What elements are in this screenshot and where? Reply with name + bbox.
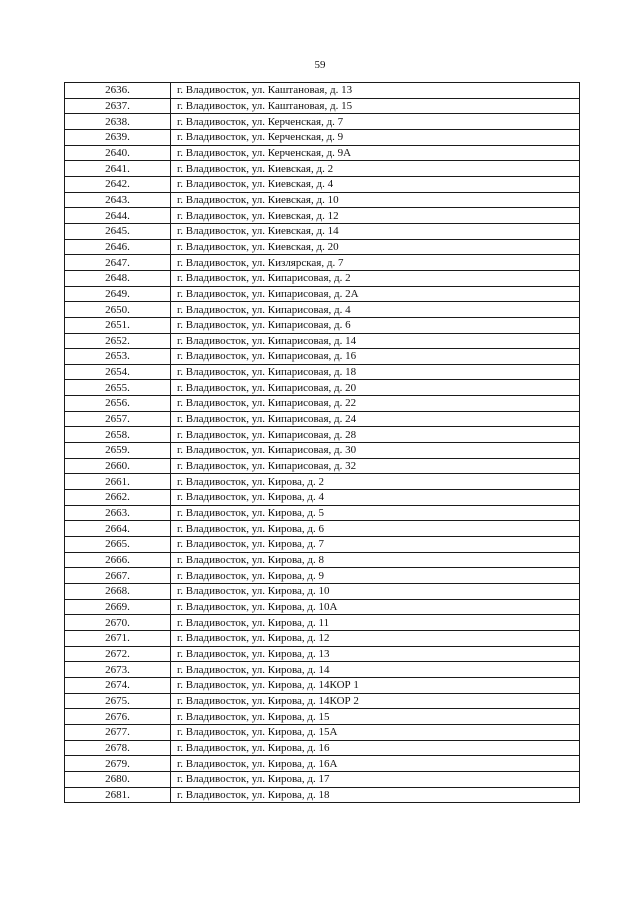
row-number-cell: 2639.: [65, 129, 171, 145]
table-row: [65, 364, 580, 380]
row-number-cell: 2644.: [65, 208, 171, 224]
address-cell: г. Владивосток, ул. Кипарисовая, д. 24: [171, 411, 580, 427]
address-cell: г. Владивосток, ул. Кирова, д. 18: [171, 787, 580, 803]
row-number-cell: 2647.: [65, 255, 171, 271]
table-row: [65, 176, 580, 192]
row-number-cell: 2661.: [65, 474, 171, 490]
address-cell: г. Владивосток, ул. Кипарисовая, д. 28: [171, 427, 580, 443]
table-row: [65, 114, 580, 130]
address-cell: г. Владивосток, ул. Кирова, д. 14КОР 1: [171, 677, 580, 693]
table-row: [65, 239, 580, 255]
address-cell: г. Владивосток, ул. Каштановая, д. 13: [171, 83, 580, 99]
address-cell: г. Владивосток, ул. Керченская, д. 9А: [171, 145, 580, 161]
address-cell: г. Владивосток, ул. Кирова, д. 6: [171, 521, 580, 537]
table-row: [65, 521, 580, 537]
address-cell: г. Владивосток, ул. Кирова, д. 12: [171, 630, 580, 646]
row-number-cell: 2652.: [65, 333, 171, 349]
table-row: [65, 255, 580, 271]
row-number-cell: 2676.: [65, 709, 171, 725]
table-row: [65, 129, 580, 145]
address-cell: г. Владивосток, ул. Кирова, д. 17: [171, 771, 580, 787]
table-row: [65, 317, 580, 333]
table-row: [65, 630, 580, 646]
address-cell: г. Владивосток, ул. Кирова, д. 4: [171, 490, 580, 506]
address-cell: г. Владивосток, ул. Кипарисовая, д. 22: [171, 396, 580, 412]
row-number-cell: 2674.: [65, 677, 171, 693]
address-cell: г. Владивосток, ул. Кипарисовая, д. 32: [171, 458, 580, 474]
row-number-cell: 2680.: [65, 771, 171, 787]
address-cell: г. Владивосток, ул. Кипарисовая, д. 2: [171, 270, 580, 286]
address-cell: г. Владивосток, ул. Кирова, д. 15А: [171, 724, 580, 740]
row-number-cell: 2677.: [65, 724, 171, 740]
row-number-cell: 2659.: [65, 443, 171, 459]
table-row: [65, 302, 580, 318]
address-cell: г. Владивосток, ул. Киевская, д. 10: [171, 192, 580, 208]
row-number-cell: 2662.: [65, 490, 171, 506]
table-row: [65, 740, 580, 756]
row-number-cell: 2672.: [65, 646, 171, 662]
address-cell: г. Владивосток, ул. Кирова, д. 7: [171, 537, 580, 553]
table-row: [65, 756, 580, 772]
address-cell: г. Владивосток, ул. Кирова, д. 15: [171, 709, 580, 725]
address-cell: г. Владивосток, ул. Кипарисовая, д. 18: [171, 364, 580, 380]
address-cell: г. Владивосток, ул. Кирова, д. 8: [171, 552, 580, 568]
row-number-cell: 2640.: [65, 145, 171, 161]
table-row: [65, 145, 580, 161]
address-cell: г. Владивосток, ул. Кипарисовая, д. 14: [171, 333, 580, 349]
address-cell: г. Владивосток, ул. Кипарисовая, д. 20: [171, 380, 580, 396]
row-number-cell: 2670.: [65, 615, 171, 631]
table-row: [65, 270, 580, 286]
row-number-cell: 2638.: [65, 114, 171, 130]
address-table: [64, 82, 580, 803]
row-number-cell: 2679.: [65, 756, 171, 772]
row-number-cell: 2668.: [65, 584, 171, 600]
address-cell: г. Владивосток, ул. Киевская, д. 12: [171, 208, 580, 224]
row-number-cell: 2656.: [65, 396, 171, 412]
row-number-cell: 2673.: [65, 662, 171, 678]
table-row: [65, 662, 580, 678]
table-row: [65, 724, 580, 740]
table-row: [65, 677, 580, 693]
table-row: [65, 333, 580, 349]
table-row: [65, 427, 580, 443]
table-row: [65, 552, 580, 568]
row-number-cell: 2681.: [65, 787, 171, 803]
row-number-cell: 2636.: [65, 83, 171, 99]
address-cell: г. Владивосток, ул. Кипарисовая, д. 6: [171, 317, 580, 333]
row-number-cell: 2665.: [65, 537, 171, 553]
address-cell: г. Владивосток, ул. Керченская, д. 9: [171, 129, 580, 145]
row-number-cell: 2643.: [65, 192, 171, 208]
row-number-cell: 2671.: [65, 630, 171, 646]
table-row: [65, 380, 580, 396]
table-row: [65, 208, 580, 224]
address-cell: г. Владивосток, ул. Кипарисовая, д. 2А: [171, 286, 580, 302]
address-cell: г. Владивосток, ул. Кипарисовая, д. 16: [171, 349, 580, 365]
table-row: [65, 443, 580, 459]
table-row: [65, 474, 580, 490]
row-number-cell: 2646.: [65, 239, 171, 255]
row-number-cell: 2657.: [65, 411, 171, 427]
row-number-cell: 2648.: [65, 270, 171, 286]
row-number-cell: 2678.: [65, 740, 171, 756]
table-row: [65, 646, 580, 662]
address-cell: г. Владивосток, ул. Кирова, д. 10А: [171, 599, 580, 615]
row-number-cell: 2664.: [65, 521, 171, 537]
table-row: [65, 411, 580, 427]
row-number-cell: 2650.: [65, 302, 171, 318]
table-row: [65, 490, 580, 506]
address-cell: г. Владивосток, ул. Кирова, д. 13: [171, 646, 580, 662]
table-row: [65, 584, 580, 600]
address-table-body: [65, 83, 580, 803]
table-row: [65, 787, 580, 803]
row-number-cell: 2666.: [65, 552, 171, 568]
row-number-cell: 2649.: [65, 286, 171, 302]
row-number-cell: 2660.: [65, 458, 171, 474]
row-number-cell: 2641.: [65, 161, 171, 177]
address-cell: г. Владивосток, ул. Киевская, д. 14: [171, 223, 580, 239]
table-row: [65, 286, 580, 302]
row-number-cell: 2653.: [65, 349, 171, 365]
row-number-cell: 2645.: [65, 223, 171, 239]
address-cell: г. Владивосток, ул. Кипарисовая, д. 30: [171, 443, 580, 459]
table-row: [65, 537, 580, 553]
row-number-cell: 2667.: [65, 568, 171, 584]
table-row: [65, 599, 580, 615]
table-row: [65, 396, 580, 412]
address-cell: г. Владивосток, ул. Киевская, д. 2: [171, 161, 580, 177]
row-number-cell: 2651.: [65, 317, 171, 333]
row-number-cell: 2642.: [65, 176, 171, 192]
table-row: [65, 709, 580, 725]
address-cell: г. Владивосток, ул. Киевская, д. 4: [171, 176, 580, 192]
table-row: [65, 192, 580, 208]
address-cell: г. Владивосток, ул. Кирова, д. 9: [171, 568, 580, 584]
address-cell: г. Владивосток, ул. Кипарисовая, д. 4: [171, 302, 580, 318]
table-row: [65, 771, 580, 787]
row-number-cell: 2654.: [65, 364, 171, 380]
row-number-cell: 2669.: [65, 599, 171, 615]
table-row: [65, 615, 580, 631]
table-row: [65, 505, 580, 521]
table-row: [65, 349, 580, 365]
table-row: [65, 458, 580, 474]
table-row: [65, 693, 580, 709]
address-cell: г. Владивосток, ул. Каштановая, д. 15: [171, 98, 580, 114]
address-cell: г. Владивосток, ул. Кирова, д. 2: [171, 474, 580, 490]
address-cell: г. Владивосток, ул. Кирова, д. 16: [171, 740, 580, 756]
page-number: 59: [314, 59, 326, 71]
address-cell: г. Владивосток, ул. Кирова, д. 11: [171, 615, 580, 631]
address-cell: г. Владивосток, ул. Кирова, д. 14: [171, 662, 580, 678]
row-number-cell: 2663.: [65, 505, 171, 521]
table-row: [65, 98, 580, 114]
address-cell: г. Владивосток, ул. Кизлярская, д. 7: [171, 255, 580, 271]
address-cell: г. Владивосток, ул. Киевская, д. 20: [171, 239, 580, 255]
row-number-cell: 2637.: [65, 98, 171, 114]
address-cell: г. Владивосток, ул. Кирова, д. 10: [171, 584, 580, 600]
address-cell: г. Владивосток, ул. Керченская, д. 7: [171, 114, 580, 130]
table-row: [65, 83, 580, 99]
row-number-cell: 2675.: [65, 693, 171, 709]
address-cell: г. Владивосток, ул. Кирова, д. 14КОР 2: [171, 693, 580, 709]
row-number-cell: 2658.: [65, 427, 171, 443]
table-row: [65, 223, 580, 239]
address-cell: г. Владивосток, ул. Кирова, д. 5: [171, 505, 580, 521]
table-row: [65, 161, 580, 177]
row-number-cell: 2655.: [65, 380, 171, 396]
table-row: [65, 568, 580, 584]
address-cell: г. Владивосток, ул. Кирова, д. 16А: [171, 756, 580, 772]
